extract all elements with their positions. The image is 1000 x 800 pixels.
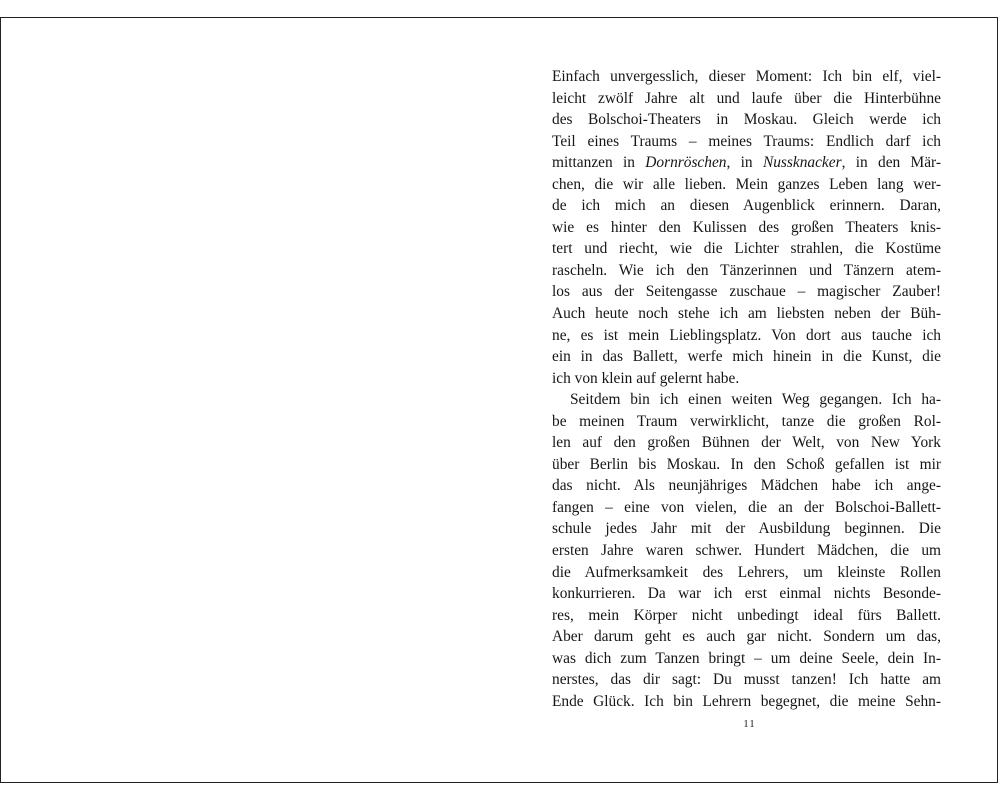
text-line	[552, 281, 941, 303]
text-run: , in	[726, 154, 763, 172]
text-run: nerstes, das dir sagt: Du musst tanzen! Ich hatte am	[552, 671, 941, 689]
text-run: los aus der Seitengasse zuschaue – magischer Zauber!	[552, 283, 941, 301]
text-line	[552, 66, 941, 88]
text-run: Ende Glück. Ich bin Lehrern begegnet, die meine Sehn-	[552, 692, 941, 710]
text-line	[552, 518, 941, 540]
text-line	[552, 238, 941, 260]
text-line	[552, 260, 941, 282]
text-run: de ich mich an diesen Augenblick erinnern. Daran,	[552, 197, 941, 215]
text-line	[552, 152, 941, 174]
text-line	[552, 475, 941, 497]
text-run: be meinen Traum verwirklicht, tanze die großen Rol-	[552, 412, 941, 430]
paragraph	[552, 389, 941, 712]
text-run: tert und riecht, wie die Lichter strahlen, die Kostüme	[552, 240, 941, 258]
text-run: mittanzen in	[552, 154, 646, 172]
text-line	[552, 88, 941, 110]
text-line	[552, 195, 941, 217]
text-run: , in den Mär-	[841, 154, 942, 172]
text-run: rascheln. Wie ich den Tänzerinnen und Tänzern atem-	[552, 261, 941, 279]
text-run: Seitdem bin ich einen weiten Weg gegangen. Ich ha-	[570, 391, 941, 409]
text-line	[552, 303, 941, 325]
text-run: Teil eines Traums – meines Traums: Endlich darf ich	[552, 132, 941, 150]
text-run: was dich zum Tanzen bringt – um deine Seele, dein In-	[552, 649, 941, 667]
text-line	[552, 432, 941, 454]
text-run: ersten Jahre waren schwer. Hundert Mädchen, die um	[552, 542, 941, 560]
text-line	[552, 174, 941, 196]
text-run: die Aufmerksamkeit des Lehrers, um kleinste Rollen	[552, 563, 941, 581]
text-run: Einfach unvergesslich, dieser Moment: Ich bin elf, viel-	[552, 68, 941, 85]
italic-title: Nussknacker	[762, 154, 842, 172]
left-page-blank	[1, 18, 500, 782]
text-run: Auch heute noch stehe ich am liebsten neben der Büh-	[552, 305, 941, 323]
text-line	[552, 217, 941, 239]
text-line	[552, 626, 941, 648]
text-line	[552, 691, 941, 713]
text-line	[552, 346, 941, 368]
italic-title: Dornröschen	[645, 154, 727, 172]
text-line	[552, 325, 941, 347]
text-line	[552, 648, 941, 670]
text-run: über Berlin bis Moskau. In den Schoß gefallen ist mir	[552, 455, 941, 473]
text-run: Aber darum geht es auch gar nicht. Sondern um das,	[552, 628, 941, 646]
text-line	[552, 411, 941, 433]
text-line	[552, 368, 941, 390]
right-page	[500, 18, 999, 782]
text-line	[552, 583, 941, 605]
text-run: wie es hinter den Kulissen des großen Theaters knis-	[552, 218, 941, 236]
text-run: chen, die wir alle lieben. Mein ganzes Leben lang wer-	[552, 175, 941, 193]
text-run: ich von klein auf gelernt habe.	[552, 369, 740, 387]
text-line	[552, 131, 941, 153]
text-line	[552, 669, 941, 691]
text-run: des Bolschoi-Theaters in Moskau. Gleich werde ich	[552, 111, 941, 129]
text-run: res, mein Körper nicht unbedingt ideal fürs Ballett.	[552, 606, 941, 624]
text-run: ein in das Ballett, werfe mich hinein in die Kunst, die	[552, 348, 941, 366]
text-line	[552, 454, 941, 476]
text-run: leicht zwölf Jahre alt und laufe über die Hinterbühne	[552, 89, 941, 107]
text-run: ne, es ist mein Lieblingsplatz. Von dort aus tauche ich	[552, 326, 941, 344]
paragraph	[552, 66, 941, 389]
text-line	[552, 389, 941, 411]
text-line	[552, 109, 941, 131]
page-number: 11	[743, 718, 756, 730]
text-run: len auf den großen Bühnen der Welt, von New York	[552, 434, 941, 452]
text-line	[552, 562, 941, 584]
text-line	[552, 540, 941, 562]
text-line	[552, 497, 941, 519]
text-run: konkurrieren. Da war ich erst einmal nichts Besonde-	[552, 585, 941, 603]
text-run: schule jedes Jahr mit der Ausbildung beginnen. Die	[552, 520, 941, 538]
text-line	[552, 605, 941, 627]
text-run: fangen – eine von vielen, die an der Bolschoi-Ballett-	[552, 498, 941, 516]
text-run: das nicht. Als neunjähriges Mädchen habe ich ange-	[552, 477, 941, 495]
body-text	[552, 66, 941, 712]
book-spread	[0, 17, 998, 783]
